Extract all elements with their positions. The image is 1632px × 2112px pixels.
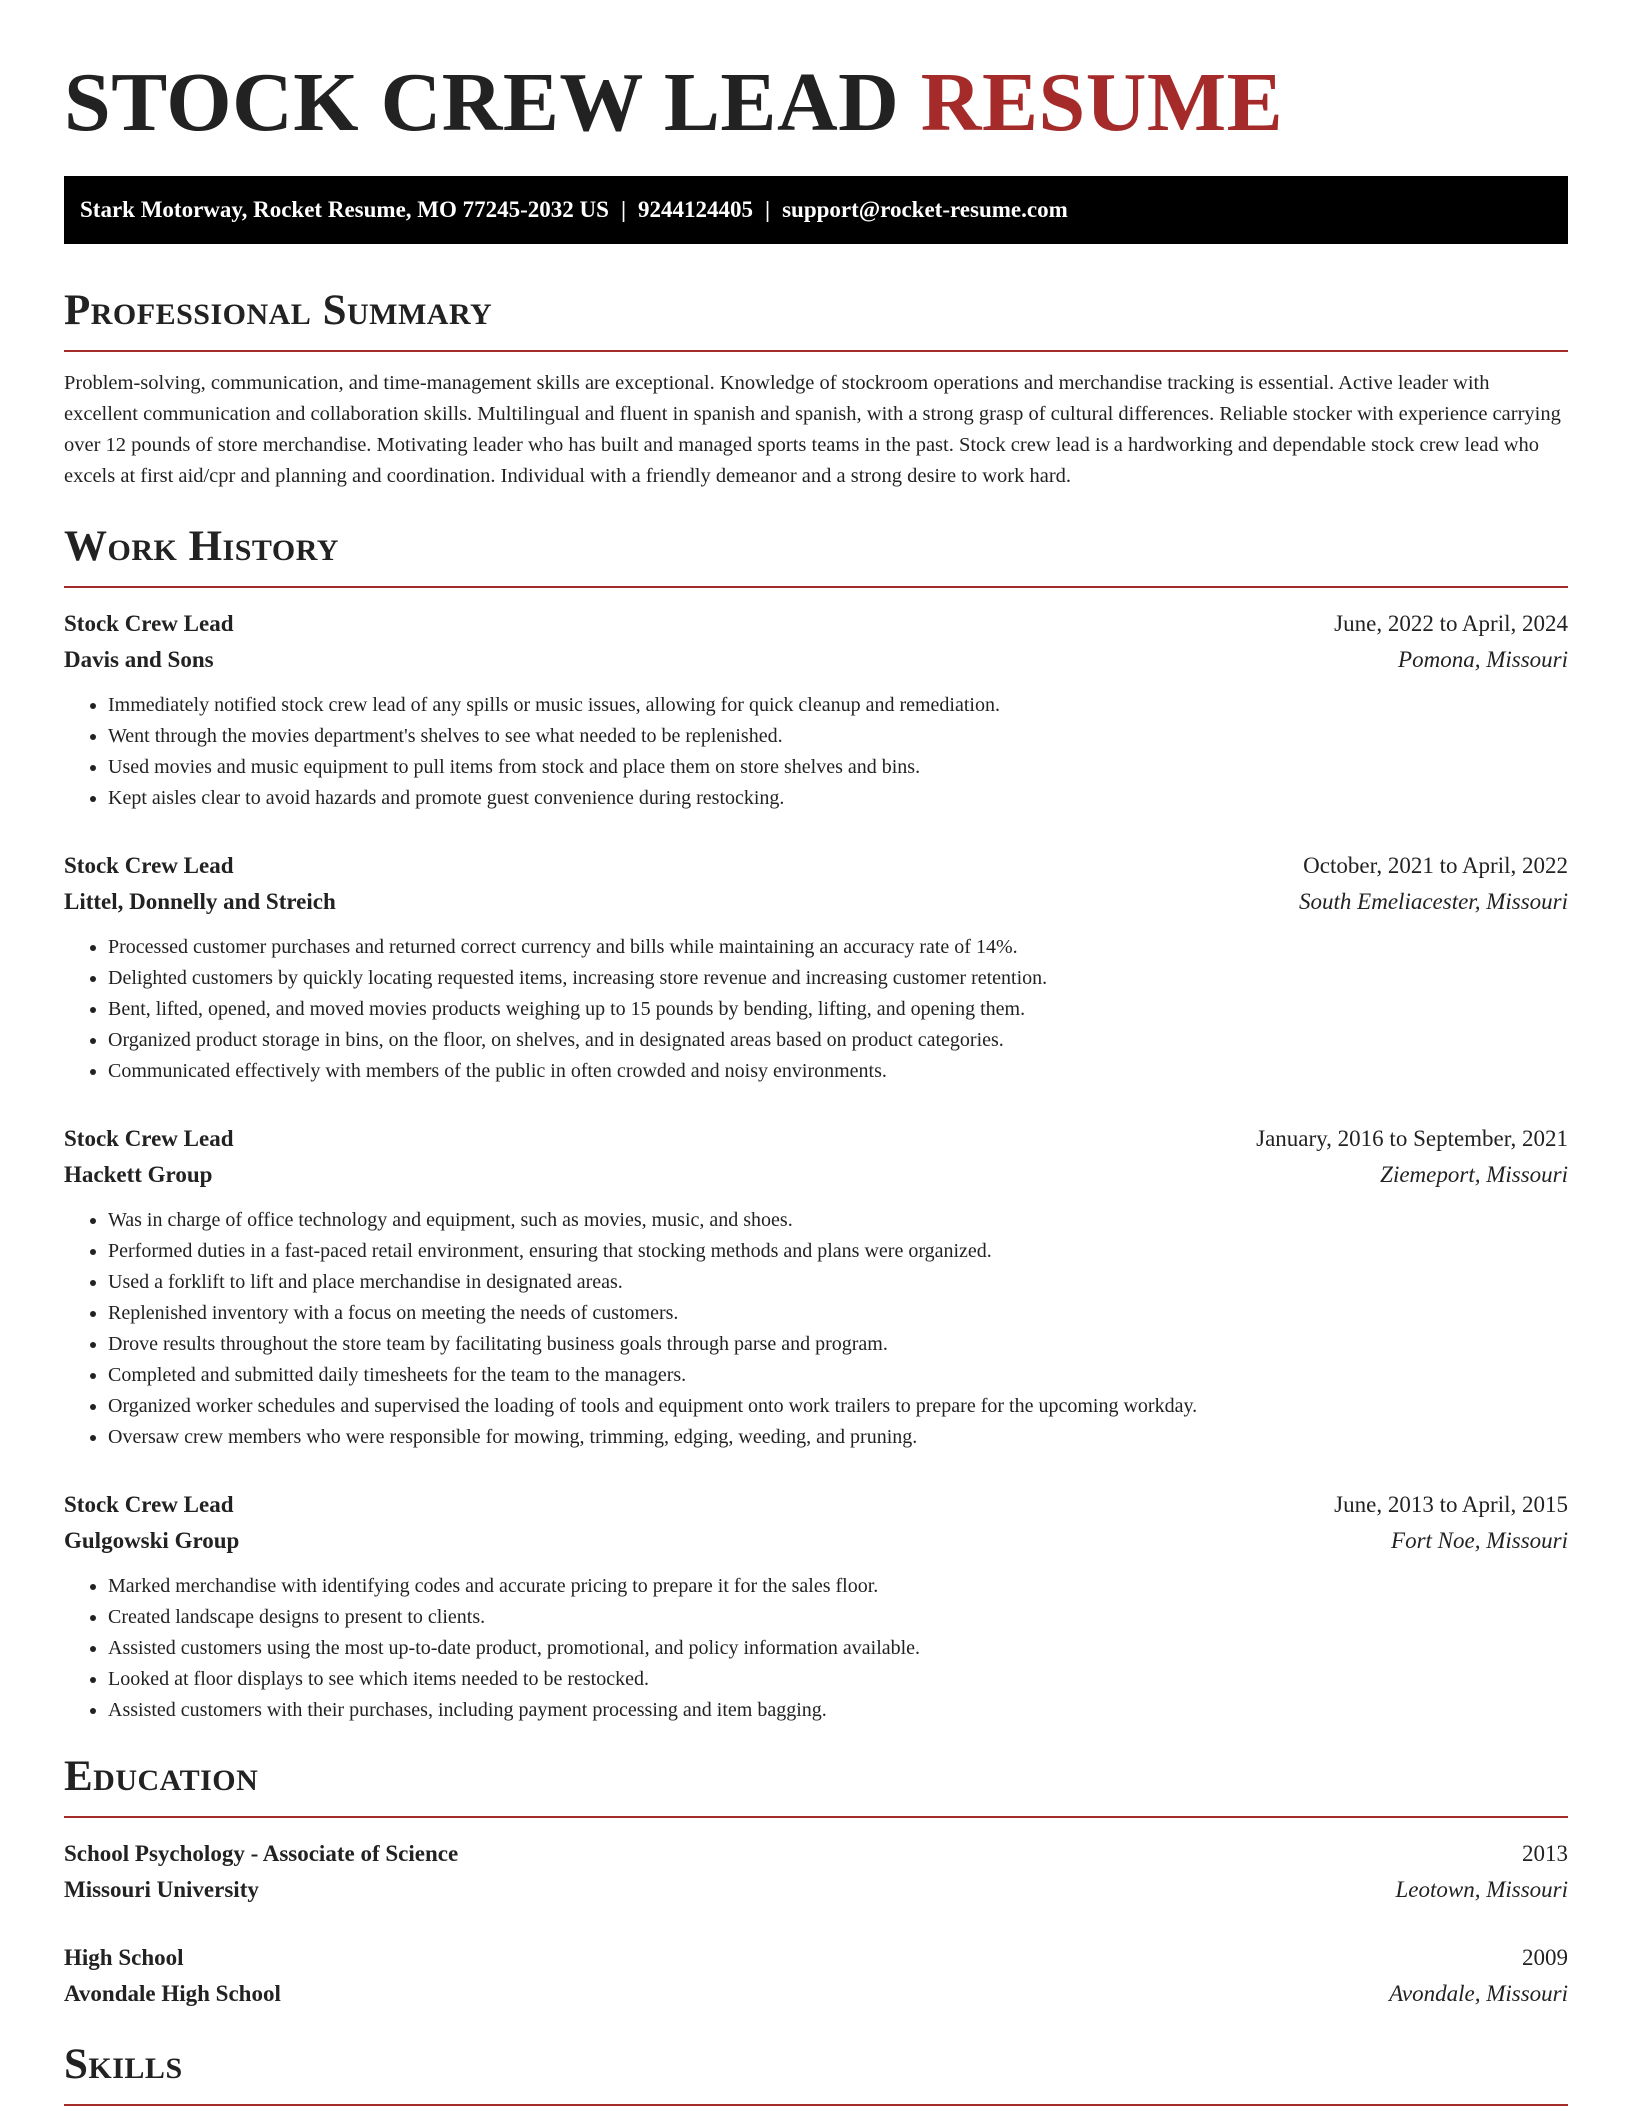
job-entry [64,1487,1568,1726]
job-location: Fort Noe, Missouri [1391,1528,1568,1553]
education-school-row [64,1976,1568,2012]
education-heading: Education [64,1753,259,1800]
education-entry [64,1836,1568,1908]
title-main: STOCK CREW LEAD [64,56,900,149]
job-company: Gulgowski Group [64,1528,240,1553]
job-bullet: • Immediately notified stock crew lead of any spills or music issues, allowing for quick cleanup and remediation. [108,690,1568,721]
job-bullet: • Used movies and music equipment to pull items from stock and place them on store shelves and bins. [108,752,1568,783]
job-bullet: • Processed customer purchases and returned correct currency and bills while maintaining an accuracy rate of 14%. [108,932,1568,963]
job-bullet: • Assisted customers with their purchases, including payment processing and item bagging. [108,1695,1568,1726]
work-section [64,522,1568,1726]
work-heading: Work History [64,523,339,570]
job-company: Littel, Donnelly and Streich [64,889,336,914]
job-company-row [64,1523,1568,1559]
contact-phone[interactable]: 9244124405 [638,197,754,222]
job-bullet: • Delighted customers by quickly locating requested items, increasing store revenue and increasing customer retention. [108,963,1568,994]
contact-bar [64,176,1568,244]
section-divider [64,2104,1568,2106]
job-bullet: • Marked merchandise with identifying codes and accurate pricing to prepare it for the sales floor. [108,1571,1568,1602]
education-location: Leotown, Missouri [1395,1877,1568,1902]
job-header-row [64,1121,1568,1157]
summary-heading: Professional Summary [64,287,493,334]
job-bullets [64,690,1568,814]
education-school-row [64,1872,1568,1908]
job-bullet: • Organized product storage in bins, on the floor, on shelves, and in designated areas based on product categories. [108,1025,1568,1056]
job-entry [64,606,1568,814]
job-title: Stock Crew Lead [64,1126,234,1151]
job-dates: June, 2022 to April, 2024 [1334,611,1568,636]
education-year: 2009 [1522,1945,1568,1970]
job-bullet: • Used a forklift to lift and place merchandise in designated areas. [108,1267,1568,1298]
job-company: Davis and Sons [64,647,214,672]
job-dates: January, 2016 to September, 2021 [1256,1126,1568,1151]
education-location: Avondale, Missouri [1389,1981,1568,2006]
job-company-row [64,642,1568,678]
section-divider [64,350,1568,352]
education-degree-row [64,1836,1568,1872]
section-divider [64,1816,1568,1818]
job-location: Ziemeport, Missouri [1380,1162,1568,1187]
skills-heading: Skills [64,2041,183,2088]
job-entry [64,848,1568,1087]
resume-title [64,58,1568,148]
job-bullet: • Completed and submitted daily timesheets for the team to the managers. [108,1360,1568,1391]
job-bullet: • Organized worker schedules and supervised the loading of tools and equipment onto work trailers to prepare for the upcoming workday. [108,1391,1568,1422]
contact-address: Stark Motorway, Rocket Resume, MO 77245-2032 US [80,197,609,222]
job-company: Hackett Group [64,1162,213,1187]
education-degree-row [64,1940,1568,1976]
job-bullet: • Oversaw crew members who were responsible for mowing, trimming, edging, weeding, and pruning. [108,1422,1568,1453]
education-school: Avondale High School [64,1981,281,2006]
job-bullet: • Performed duties in a fast-paced retail environment, ensuring that stocking methods and plans were organized. [108,1236,1568,1267]
job-title: Stock Crew Lead [64,853,234,878]
job-dates: June, 2013 to April, 2015 [1334,1492,1568,1517]
job-location: South Emeliacester, Missouri [1299,889,1568,914]
job-bullet: • Communicated effectively with members of the public in often crowded and noisy environments. [108,1056,1568,1087]
education-degree: High School [64,1945,184,1970]
education-school: Missouri University [64,1877,259,1902]
education-section [64,1752,1568,2012]
job-entry [64,1121,1568,1453]
contact-separator: | [765,197,771,222]
job-bullet: • Drove results throughout the store team by facilitating business goals through parse and program. [108,1329,1568,1360]
job-header-row [64,1487,1568,1523]
summary-section [64,286,1568,492]
job-title: Stock Crew Lead [64,1492,234,1517]
section-divider [64,586,1568,588]
job-bullets [64,1205,1568,1453]
job-company-row [64,884,1568,920]
education-degree: School Psychology - Associate of Science [64,1841,459,1866]
contact-separator: | [620,197,627,222]
job-dates: October, 2021 to April, 2022 [1303,853,1568,878]
job-bullet: • Replenished inventory with a focus on meeting the needs of customers. [108,1298,1568,1329]
education-year: 2013 [1522,1841,1568,1866]
job-bullet: • Bent, lifted, opened, and moved movies products weighing up to 15 pounds by bending, lifting, and opening them. [108,994,1568,1025]
job-title: Stock Crew Lead [64,611,234,636]
contact-email[interactable]: support@rocket-resume.com [782,197,1068,222]
job-bullets [64,932,1568,1087]
job-bullet: • Kept aisles clear to avoid hazards and promote guest convenience during restocking. [108,783,1568,814]
job-bullet: • Created landscape designs to present to clients. [108,1602,1568,1633]
title-accent: RESUME [920,56,1284,149]
job-header-row [64,606,1568,642]
education-entry [64,1940,1568,2012]
summary-text: Problem-solving, communication, and time-management skills are exceptional. Knowledge of stockroom operations and merchandise tracking is essential. Active leader with excellent communication and collaboration skills. Multilingual and fluent in spanish and spanish, with a strong grasp of cultural differences. Reliable stocker with experience carrying over 12 pounds of store merchandise. Motivating leader who has built and managed sports teams in the past. Stock crew lead is a hardworking and dependable stock crew lead who excels at first aid/cpr and planning and coordination. Individual with a friendly demeanor and a strong desire to work hard. [64,372,1561,487]
job-bullets [64,1571,1568,1726]
job-bullet: • Assisted customers using the most up-to-date product, promotional, and policy information available. [108,1633,1568,1664]
skills-section [64,2040,1568,2106]
job-header-row [64,848,1568,884]
job-bullet: • Went through the movies department's shelves to see what needed to be replenished. [108,721,1568,752]
job-company-row [64,1157,1568,1193]
job-location: Pomona, Missouri [1398,647,1568,672]
job-bullet: • Looked at floor displays to see which items needed to be restocked. [108,1664,1568,1695]
job-bullet: • Was in charge of office technology and equipment, such as movies, music, and shoes. [108,1205,1568,1236]
